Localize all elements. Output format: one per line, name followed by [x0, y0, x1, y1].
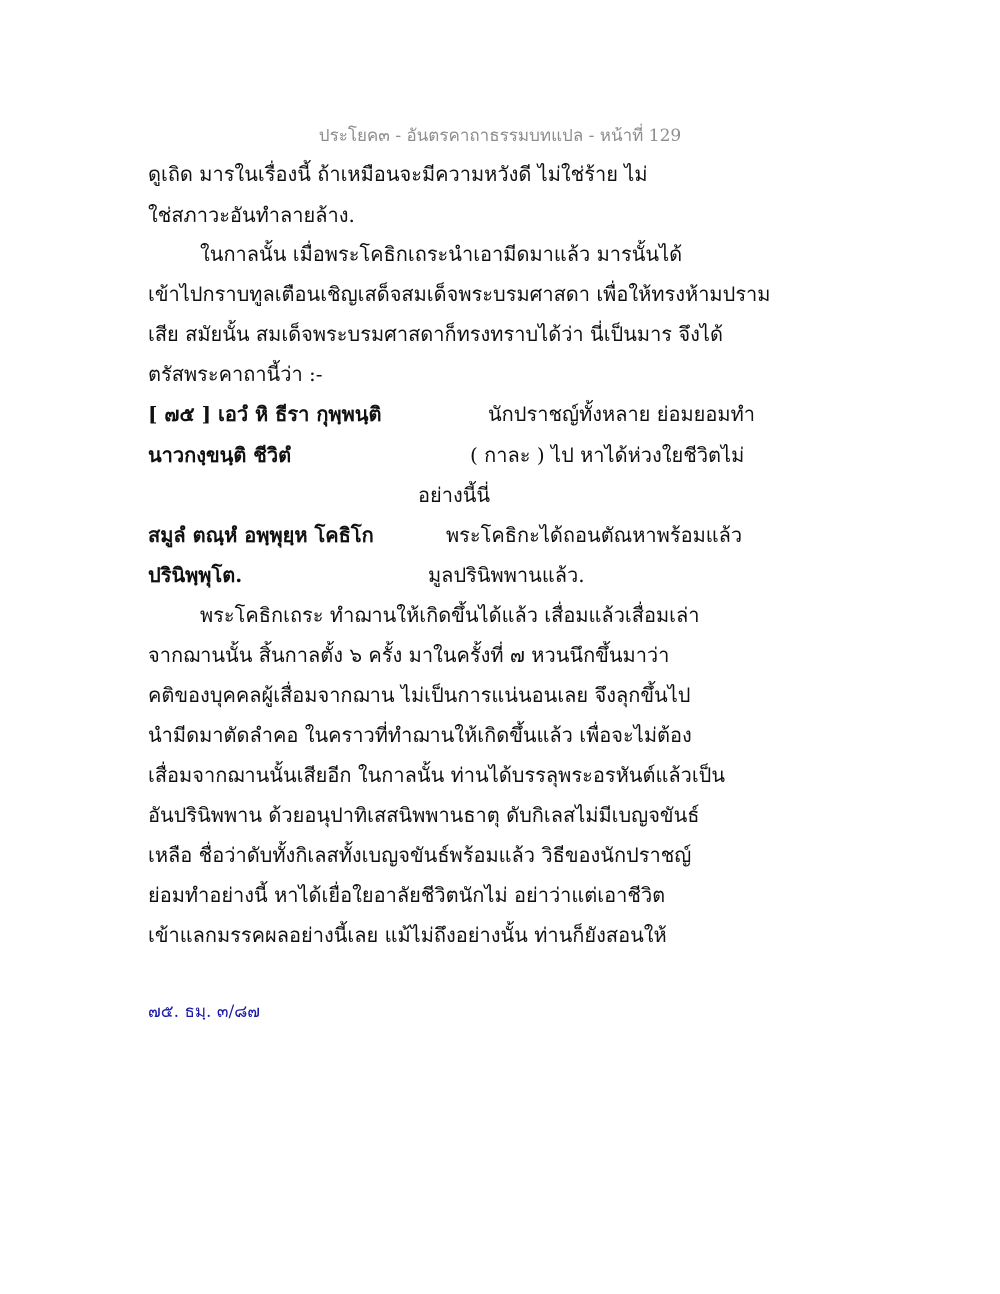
body-line: ย่อมทำอย่างนี้ หาได้เยื่อใยอาลัยชีวิตนักไม่ อย่าว่าแต่เอาชีวิต: [148, 883, 666, 907]
body-line: เข้าแลกมรรคผลอย่างนี้เลย แม้ไม่ถึงอย่างนั้น ท่านก็ยังสอนให้: [148, 923, 667, 947]
page-header: ประโยค๓ - อันตรคาถาธรรมบทแปล - หน้าที่ 129: [318, 126, 682, 146]
verse-translation-line: อย่างนี้นี่: [418, 483, 491, 507]
verse-pali-line: นาวกงฺขนฺติ ชีวิตํ: [148, 443, 292, 467]
verse-pali-line: [ ๗๕ ] เอวํ หิ ธีรา กุพฺพนฺติ: [148, 402, 382, 426]
intro-line: ใช่สภาวะอันทำลายล้าง.: [148, 203, 355, 227]
intro-line: ตรัสพระคาถานี้ว่า :-: [148, 362, 323, 386]
footnote: ๗๕. ธมฺ. ๓/๘๗: [148, 1002, 261, 1022]
verse-translation-line: ( กาละ ) ไป หาได้ห่วงใยชีวิตไม่: [470, 443, 745, 467]
body-line: จากฌานนั้น สิ้นกาลตั้ง ๖ ครั้ง มาในครั้งที่ ๗ หวนนึกขึ้นมาว่า: [148, 643, 670, 667]
verse-pali-line: สมูลํ ตณฺหํ อพฺพุยฺห โคธิโก: [148, 523, 374, 547]
body-line: พระโคธิกเถระ ทำฌานให้เกิดขึ้นได้แล้ว เสื่อมแล้วเสื่อมเล่า: [200, 603, 700, 627]
body-line: เหลือ ชื่อว่าดับทั้งกิเลสทั้งเบญจขันธ์พร้อมแล้ว วิธีของนักปราชญ์: [148, 843, 692, 867]
body-line: คติของบุคคลผู้เสื่อมจากฌาน ไม่เป็นการแน่นอนเลย จึงลุกขึ้นไป: [148, 683, 691, 707]
verse-translation-line: มูลปรินิพพานแล้ว.: [428, 563, 585, 587]
intro-line: ในกาลนั้น เมื่อพระโคธิกเถระนำเอามีดมาแล้ว มารนั้นได้: [200, 242, 683, 266]
body-line: เสื่อมจากฌานนั้นเสียอีก ในกาลนั้น ท่านได้บรรลุพระอรหันต์แล้วเป็น: [148, 763, 726, 787]
body-line: อันปรินิพพาน ด้วยอนุปาทิเสสนิพพานธาตุ ดับกิเลสไม่มีเบญจขันธ์: [148, 803, 700, 827]
intro-line: เข้าไปกราบทูลเตือนเชิญเสด็จสมเด็จพระบรมศาสดา เพื่อให้ทรงห้ามปราม: [148, 282, 771, 306]
verse-translation-line: นักปราชญ์ทั้งหลาย ย่อมยอมทำ: [488, 402, 756, 426]
intro-line: เสีย สมัยนั้น สมเด็จพระบรมศาสดาก็ทรงทราบได้ว่า นี่เป็นมาร จึงได้: [148, 322, 723, 346]
body-line: นำมีดมาตัดลำคอ ในคราวที่ทำฌานให้เกิดขึ้นแล้ว เพื่อจะไม่ต้อง: [148, 723, 692, 747]
verse-translation-line: พระโคธิกะได้ถอนตัณหาพร้อมแล้ว: [446, 523, 743, 547]
intro-line: ดูเถิด มารในเรื่องนี้ ถ้าเหมือนจะมีความหวังดี ไม่ใช่ร้าย ไม่: [148, 162, 648, 186]
verse-pali-line: ปรินิพฺพุโต.: [148, 563, 243, 587]
